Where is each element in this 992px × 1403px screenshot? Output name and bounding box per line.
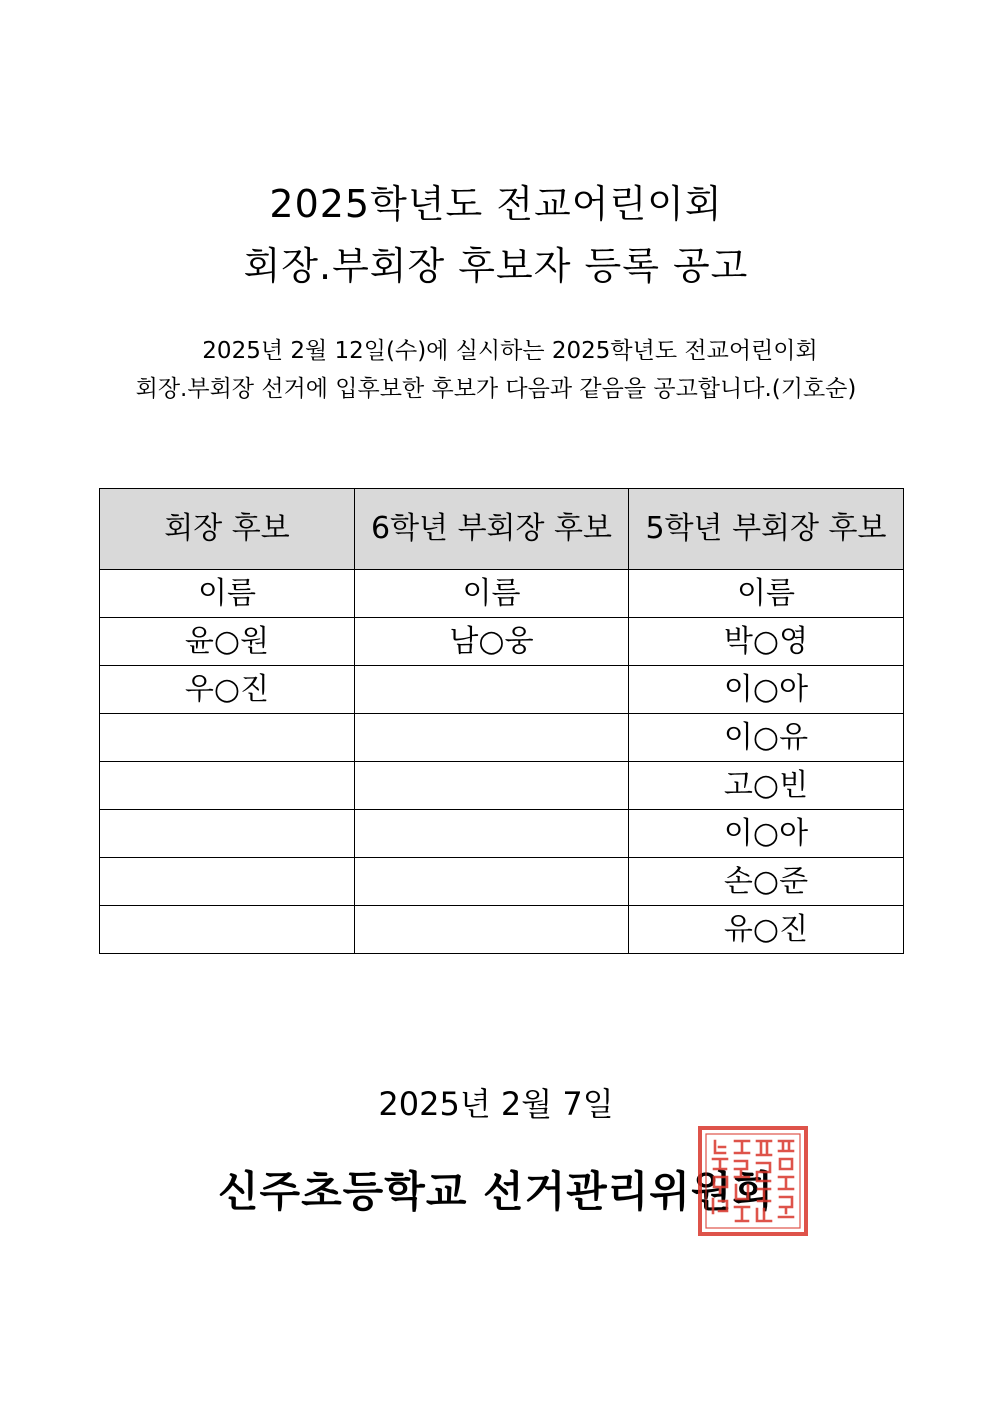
subheader-name: 이름	[100, 570, 355, 618]
table-cell	[355, 762, 629, 810]
table-row	[100, 810, 904, 858]
header-6th-grade-vice-candidates: 6학년 부회장 후보	[355, 489, 629, 570]
table-cell: 남○웅	[355, 618, 629, 666]
table-row	[100, 714, 904, 762]
table-row	[100, 666, 904, 714]
table-cell: 우○진	[100, 666, 355, 714]
organization-name: 신주초등학교 선거관리위원회	[217, 1167, 775, 1216]
table-cell: 유○진	[629, 906, 904, 954]
table-subheader-row	[100, 570, 904, 618]
table-cell	[355, 810, 629, 858]
table-cell	[355, 858, 629, 906]
intro-text-line1: 2025년 2월 12일(수)에 실시하는 2025학년도 전교어린이회	[202, 338, 818, 364]
table-cell	[100, 810, 355, 858]
subheader-name: 이름	[355, 570, 629, 618]
table-cell: 박○영	[629, 618, 904, 666]
header-president-candidates: 회장 후보	[100, 489, 355, 570]
table-cell: 윤○원	[100, 618, 355, 666]
table-cell	[355, 666, 629, 714]
table-header-row	[100, 489, 904, 570]
table-cell	[100, 858, 355, 906]
header-5th-grade-vice-candidates: 5학년 부회장 후보	[629, 489, 904, 570]
official-seal-icon	[697, 1125, 809, 1237]
intro-text-line2: 회장.부회장 선거에 입후보한 후보가 다음과 같음을 공고합니다.(기호순)	[135, 376, 857, 402]
table-cell	[100, 714, 355, 762]
table-cell: 고○빈	[629, 762, 904, 810]
subheader-name: 이름	[629, 570, 904, 618]
table-cell	[355, 906, 629, 954]
table-row	[100, 762, 904, 810]
table-cell	[100, 906, 355, 954]
table-cell: 손○준	[629, 858, 904, 906]
announcement-date: 2025년 2월 7일	[378, 1085, 614, 1123]
candidate-table	[99, 488, 904, 954]
table-row	[100, 906, 904, 954]
table-cell: 이○아	[629, 666, 904, 714]
table-row	[100, 618, 904, 666]
table-cell: 이○유	[629, 714, 904, 762]
table-cell: 이○아	[629, 810, 904, 858]
table-cell	[355, 714, 629, 762]
document-title-line1: 2025학년도 전교어린이회	[269, 182, 723, 226]
table-row	[100, 858, 904, 906]
document-title-line2: 회장.부회장 후보자 등록 공고	[243, 244, 749, 288]
table-cell	[100, 762, 355, 810]
